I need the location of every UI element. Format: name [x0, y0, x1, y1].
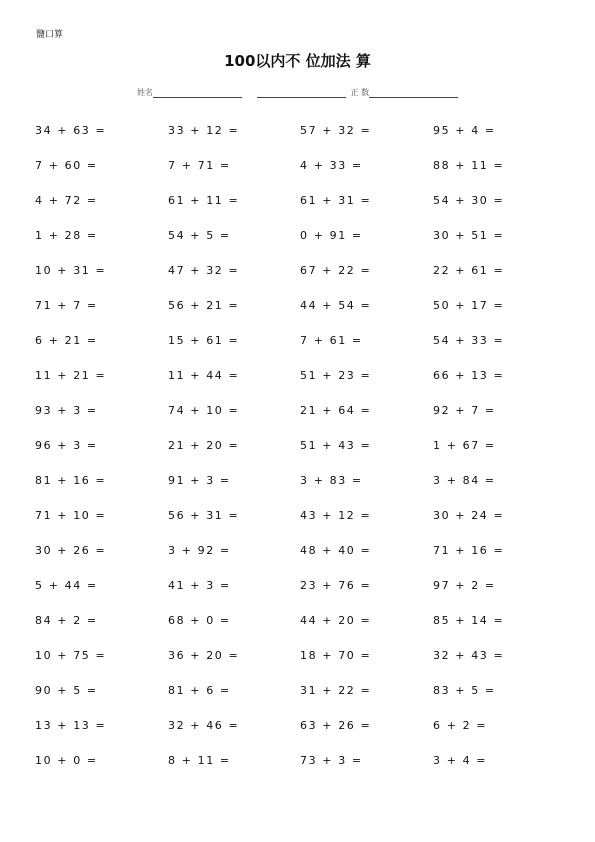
- problem-item: 90 + 5 =: [35, 684, 98, 697]
- score-line: [369, 88, 458, 98]
- problem-item: 68 + 0 =: [168, 614, 231, 627]
- score-label: 正 数: [350, 88, 370, 97]
- problem-item: 7 + 61 =: [300, 334, 363, 347]
- problem-item: 67 + 22 =: [300, 264, 372, 277]
- problem-item: 22 + 61 =: [433, 264, 505, 277]
- problem-item: 47 + 32 =: [168, 264, 240, 277]
- problem-item: 18 + 70 =: [300, 649, 372, 662]
- problem-item: 84 + 2 =: [35, 614, 98, 627]
- problem-item: 54 + 33 =: [433, 334, 505, 347]
- brand-label: 鹽口算: [36, 30, 64, 40]
- problem-item: 57 + 32 =: [300, 124, 372, 137]
- name-label: 姓名: [137, 88, 153, 97]
- problem-item: 10 + 75 =: [35, 649, 107, 662]
- page-title: 100以内不 位加法 算: [224, 52, 371, 70]
- problem-item: 51 + 23 =: [300, 369, 372, 382]
- problem-item: 54 + 30 =: [433, 194, 505, 207]
- problem-item: 74 + 10 =: [168, 404, 240, 417]
- problem-item: 93 + 3 =: [35, 404, 98, 417]
- problem-item: 56 + 31 =: [168, 509, 240, 522]
- problem-item: 91 + 3 =: [168, 474, 231, 487]
- problem-item: 3 + 84 =: [433, 474, 496, 487]
- problem-item: 71 + 16 =: [433, 544, 505, 557]
- problem-item: 7 + 71 =: [168, 159, 231, 172]
- problem-item: 71 + 7 =: [35, 299, 98, 312]
- problem-item: 73 + 3 =: [300, 754, 363, 767]
- problem-item: 63 + 26 =: [300, 719, 372, 732]
- problem-item: 96 + 3 =: [35, 439, 98, 452]
- problem-item: 1 + 67 =: [433, 439, 496, 452]
- problem-item: 13 + 13 =: [35, 719, 107, 732]
- problem-item: 4 + 33 =: [300, 159, 363, 172]
- name-line: [153, 88, 242, 98]
- problem-item: 81 + 16 =: [35, 474, 107, 487]
- problem-item: 31 + 22 =: [300, 684, 372, 697]
- problem-item: 21 + 20 =: [168, 439, 240, 452]
- problem-item: 71 + 10 =: [35, 509, 107, 522]
- problem-item: 51 + 43 =: [300, 439, 372, 452]
- problem-item: 0 + 91 =: [300, 229, 363, 242]
- problem-item: 10 + 31 =: [35, 264, 107, 277]
- problem-item: 15 + 61 =: [168, 334, 240, 347]
- problem-item: 44 + 54 =: [300, 299, 372, 312]
- problem-item: 88 + 11 =: [433, 159, 505, 172]
- score-field[interactable]: [257, 87, 458, 98]
- name-field[interactable]: [137, 87, 242, 98]
- problem-item: 50 + 17 =: [433, 299, 505, 312]
- problem-item: 6 + 2 =: [433, 719, 488, 732]
- problem-item: 3 + 4 =: [433, 754, 488, 767]
- problem-item: 83 + 5 =: [433, 684, 496, 697]
- problem-item: 92 + 7 =: [433, 404, 496, 417]
- problem-item: 44 + 20 =: [300, 614, 372, 627]
- problem-item: 85 + 14 =: [433, 614, 505, 627]
- problem-item: 11 + 21 =: [35, 369, 107, 382]
- problem-item: 11 + 44 =: [168, 369, 240, 382]
- date-line: [257, 88, 346, 98]
- problem-item: 97 + 2 =: [433, 579, 496, 592]
- problem-item: 61 + 31 =: [300, 194, 372, 207]
- problem-item: 30 + 51 =: [433, 229, 505, 242]
- problem-item: 8 + 11 =: [168, 754, 231, 767]
- problem-item: 7 + 60 =: [35, 159, 98, 172]
- problem-item: 95 + 4 =: [433, 124, 496, 137]
- problem-item: 30 + 26 =: [35, 544, 107, 557]
- problem-item: 54 + 5 =: [168, 229, 231, 242]
- problem-item: 33 + 12 =: [168, 124, 240, 137]
- problem-item: 36 + 20 =: [168, 649, 240, 662]
- problem-item: 34 + 63 =: [35, 124, 107, 137]
- problem-item: 61 + 11 =: [168, 194, 240, 207]
- problem-item: 3 + 92 =: [168, 544, 231, 557]
- problem-item: 4 + 72 =: [35, 194, 98, 207]
- problem-item: 30 + 24 =: [433, 509, 505, 522]
- problem-item: 21 + 64 =: [300, 404, 372, 417]
- problem-item: 56 + 21 =: [168, 299, 240, 312]
- problem-item: 1 + 28 =: [35, 229, 98, 242]
- problem-item: 81 + 6 =: [168, 684, 231, 697]
- problem-item: 32 + 46 =: [168, 719, 240, 732]
- problem-item: 5 + 44 =: [35, 579, 98, 592]
- problem-item: 48 + 40 =: [300, 544, 372, 557]
- problem-item: 3 + 83 =: [300, 474, 363, 487]
- problem-item: 23 + 76 =: [300, 579, 372, 592]
- problem-item: 10 + 0 =: [35, 754, 98, 767]
- problem-item: 32 + 43 =: [433, 649, 505, 662]
- problem-item: 43 + 12 =: [300, 509, 372, 522]
- problem-item: 6 + 21 =: [35, 334, 98, 347]
- problem-item: 66 + 13 =: [433, 369, 505, 382]
- problem-item: 41 + 3 =: [168, 579, 231, 592]
